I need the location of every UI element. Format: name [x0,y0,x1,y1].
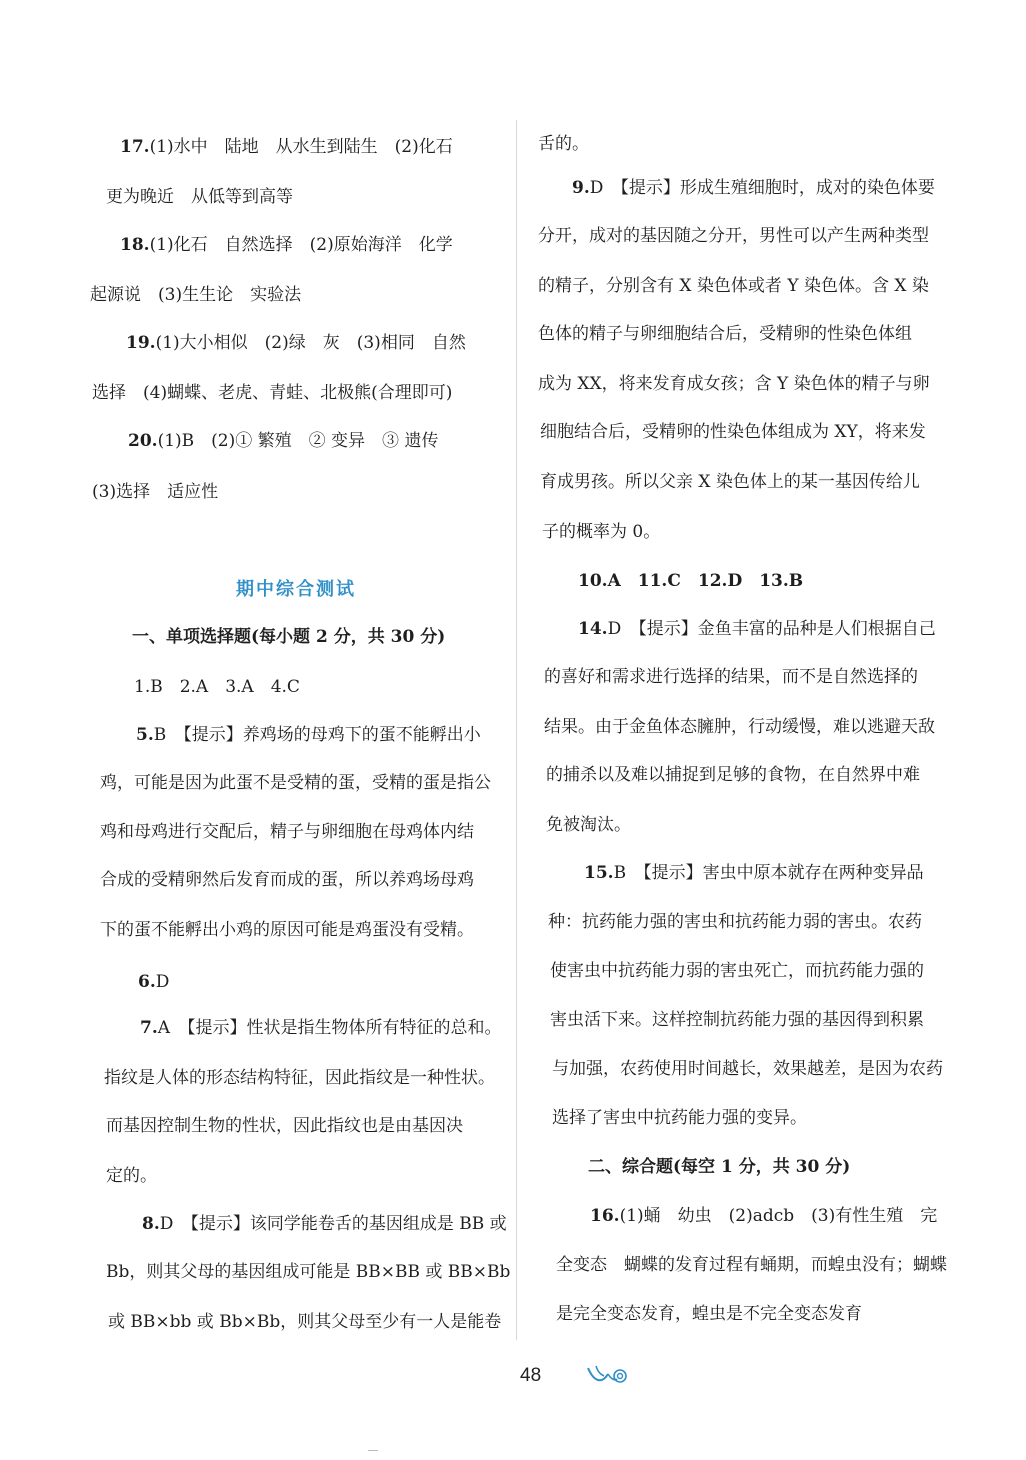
answer-16-line-1: 16.(1)蛹 幼虫 (2)adcb (3)有性生殖 完 [590,1206,938,1226]
answer-16-line-2: 全变态 蝴蝶的发育过程有蛹期，而蝗虫没有；蝴蝶 [556,1255,947,1275]
answer-19-line-1: 19.(1)大小相似 (2)绿 灰 (3)相同 自然 [126,333,466,353]
answer-19-line-2: 选择 (4)蝴蝶、老虎、青蛙、北极熊(合理即可) [92,383,453,403]
answer-15-line-6: 选择了害虫中抗药能力强的变异。 [552,1108,807,1128]
answer-9-line-6: 细胞结合后，受精卵的性染色体组成为 XY，将来发 [540,422,926,442]
answers-1-4: 1.B 2.A 3.A 4.C [134,677,300,697]
answer-20-line-1: 20.(1)B (2)① 繁殖 ② 变异 ③ 遗传 [128,431,439,451]
answer-8-line-2: Bb，则其父母的基因组成可能是 BB×BB 或 BB×Bb [106,1262,511,1282]
answer-14-line-3: 结果。由于金鱼体态臃肿，行动缓慢，难以逃避天敌 [544,717,935,737]
answer-5-line-2: 鸡，可能是因为此蛋不是受精的蛋，受精的蛋是指公 [100,773,491,793]
answer-8-line-3: 或 BB×bb 或 Bb×Bb，则其父母至少有一人是能卷 [108,1312,502,1332]
answer-15-line-5: 与加强，农药使用时间越长，效果越差，是因为农药 [552,1059,943,1079]
swirl-ornament-icon [584,1362,632,1386]
answer-6: 6.D [138,972,170,992]
answer-8-line-4: 舌的。 [538,134,589,154]
answer-15-line-3: 使害虫中抗药能力弱的害虫死亡，而抗药能力强的 [550,961,924,981]
scan-mark [368,1450,378,1451]
answer-16-line-3: 是完全变态发育，蝗虫是不完全变态发育 [556,1304,862,1324]
answer-9-line-1: 9.D 【提示】形成生殖细胞时，成对的染色体要 [572,178,935,198]
answer-9-line-7: 育成男孩。所以父亲 X 染色体上的某一基因传给儿 [540,472,920,492]
answer-15-line-4: 害虫活下来。这样控制抗药能力强的基因得到积累 [550,1010,924,1030]
answer-15-line-2: 种：抗药能力强的害虫和抗药能力弱的害虫。农药 [548,912,922,932]
column-divider [516,120,517,1340]
answer-7-line-2: 指纹是人体的形态结构特征，因此指纹是一种性状。 [104,1068,495,1088]
section-heading-comprehensive: 二、综合题(每空 1 分，共 30 分) [588,1157,851,1177]
answer-9-line-4: 色体的精子与卵细胞结合后，受精卵的性染色体组 [538,324,912,344]
answer-17-line-1: 17.(1)水中 陆地 从水生到陆生 (2)化石 [120,137,453,157]
answer-17-line-2: 更为晚近 从低等到高等 [106,187,293,207]
answer-14-line-5: 免被淘汰。 [546,815,631,835]
answer-7-line-1: 7.A 【提示】性状是指生物体所有特征的总和。 [140,1018,502,1038]
section-heading-single-choice: 一、单项选择题(每小题 2 分，共 30 分) [132,627,446,647]
answer-5-line-5: 下的蛋不能孵出小鸡的原因可能是鸡蛋没有受精。 [100,920,474,940]
answer-5-line-3: 鸡和母鸡进行交配后，精子与卵细胞在母鸡体内结 [100,822,474,842]
answer-15-line-1: 15.B 【提示】害虫中原本就存在两种变异品 [584,863,924,883]
answer-8-line-1: 8.D 【提示】该同学能卷舌的基因组成是 BB 或 [142,1214,507,1234]
answer-7-line-4: 定的。 [106,1166,157,1186]
answer-20-line-2: (3)选择 适应性 [92,482,219,502]
answer-14-line-1: 14.D 【提示】金鱼丰富的品种是人们根据自己 [578,619,936,639]
answer-14-line-4: 的捕杀以及难以捕捉到足够的食物，在自然界中难 [546,765,920,785]
answer-5-line-4: 合成的受精卵然后发育而成的蛋，所以养鸡场母鸡 [100,870,474,890]
answer-9-line-2: 分开，成对的基因随之分开，男性可以产生两种类型 [538,226,929,246]
page-number: 48 [520,1365,542,1386]
answer-7-line-3: 而基因控制生物的性状，因此指纹也是由基因决 [106,1116,463,1136]
answer-18-line-1: 18.(1)化石 自然选择 (2)原始海洋 化学 [120,235,453,255]
section-title: 期中综合测试 [236,579,356,600]
answer-9-line-5: 成为 XX，将来发育成女孩；含 Y 染色体的精子与卵 [538,374,930,394]
answer-14-line-2: 的喜好和需求进行选择的结果，而不是自然选择的 [544,667,918,687]
answers-10-13: 10.A 11.C 12.D 13.B [578,571,804,591]
answer-9-line-3: 的精子，分别含有 X 染色体或者 Y 染色体。含 X 染 [538,276,929,296]
answer-5-line-1: 5.B 【提示】养鸡场的母鸡下的蛋不能孵出小 [136,725,481,745]
answer-9-line-8: 子的概率为 0。 [542,522,661,542]
answer-18-line-2: 起源说 (3)生生论 实验法 [90,285,302,305]
